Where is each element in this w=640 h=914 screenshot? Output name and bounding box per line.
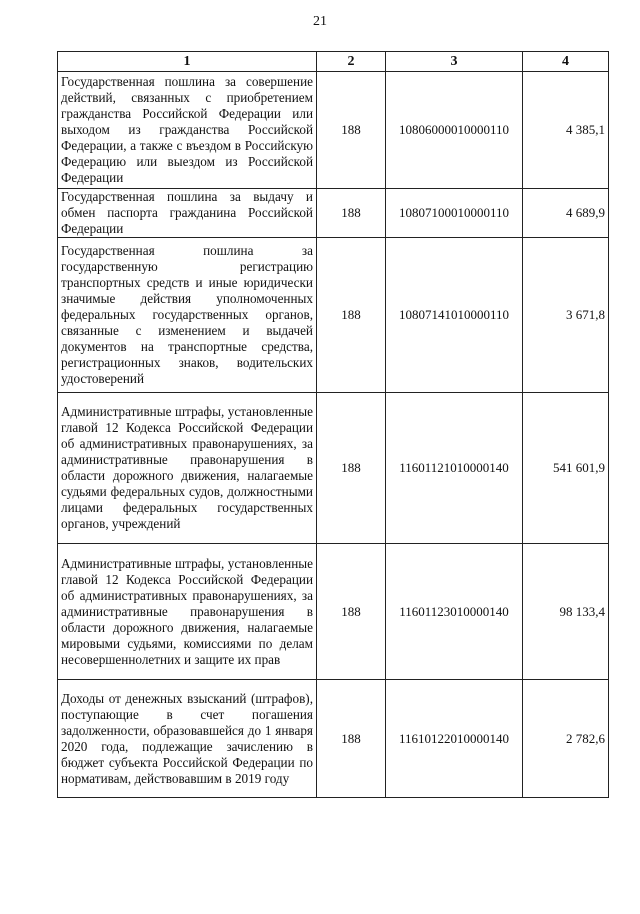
row-admin-code: 188 — [317, 680, 386, 798]
row-amount: 4 385,1 — [523, 72, 609, 189]
row-description: Государственная пошлина за выдачу и обмен паспорта гражданина Российской Федерации — [58, 189, 317, 238]
table-row — [58, 189, 609, 238]
row-budget-code: 10807141010000110 — [386, 238, 523, 393]
revenue-table — [57, 51, 609, 798]
row-budget-code: 11601121010000140 — [386, 393, 523, 544]
row-description: Государственная пошлина за совершение действий, связанных с приобретением гражданства Российской Федерации или выходом из гражданства Российской Федерации, а также с въездом в Российскую Федерацию или выездом из Российской Федерации — [58, 72, 317, 189]
row-description: Доходы от денежных взысканий (штрафов), поступающие в счет погашения задолженности, образовавшейся до 1 января 2020 года, подлежащие зачислению в бюджет субъекта Российской Федерации по нормативам, действовавшим в 2019 году — [58, 680, 317, 798]
table-row — [58, 393, 609, 544]
row-budget-code: 11601123010000140 — [386, 544, 523, 680]
row-description: Административные штрафы, установленные главой 12 Кодекса Российской Федерации об административных правонарушениях, за административные правонарушения в области дорожного движения, налагаемые мировыми судьями, комиссиями по делам несовершеннолетних и защите их прав — [58, 544, 317, 680]
table-row — [58, 72, 609, 189]
row-admin-code: 188 — [317, 238, 386, 393]
row-budget-code: 11610122010000140 — [386, 680, 523, 798]
header-col-1: 1 — [58, 52, 317, 72]
row-budget-code: 10807100010000110 — [386, 189, 523, 238]
row-budget-code: 10806000010000110 — [386, 72, 523, 189]
row-amount: 2 782,6 — [523, 680, 609, 798]
row-description: Государственная пошлина за государственную регистрацию транспортных средств и иные юридически значимые действия уполномоченных федеральных государственных органов, связанные с изменением и выдачей документов на транспортные средства, регистрационных знаков, водительских удостоверений — [58, 238, 317, 393]
row-amount: 98 133,4 — [523, 544, 609, 680]
row-amount: 4 689,9 — [523, 189, 609, 238]
page-number: 21 — [313, 14, 327, 29]
table-header-row — [58, 52, 609, 72]
row-amount: 3 671,8 — [523, 238, 609, 393]
row-admin-code: 188 — [317, 544, 386, 680]
header-col-2: 2 — [317, 52, 386, 72]
row-admin-code: 188 — [317, 393, 386, 544]
table-row — [58, 544, 609, 680]
row-amount: 541 601,9 — [523, 393, 609, 544]
row-admin-code: 188 — [317, 189, 386, 238]
row-description: Административные штрафы, установленные главой 12 Кодекса Российской Федерации об административных правонарушениях, за административные правонарушения в области дорожного движения, налагаемые судьями федеральных судов, должностными лицами федеральных государственных органов, учреждений — [58, 393, 317, 544]
header-col-3: 3 — [386, 52, 523, 72]
table-row — [58, 680, 609, 798]
row-admin-code: 188 — [317, 72, 386, 189]
header-col-4: 4 — [523, 52, 609, 72]
table-row — [58, 238, 609, 393]
